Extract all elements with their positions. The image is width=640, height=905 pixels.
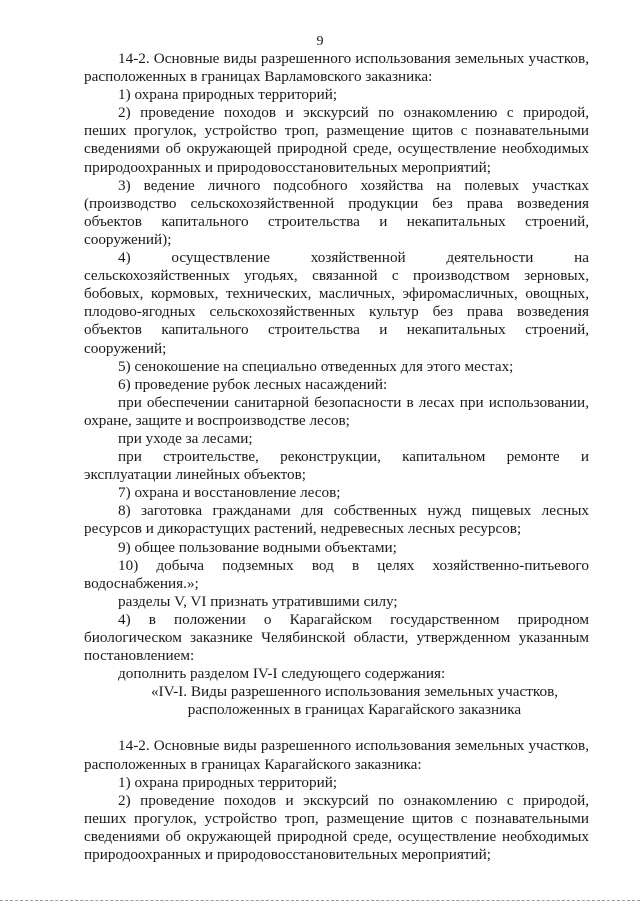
section1-item-1: 1) охрана природных территорий; [118,86,338,104]
section1-item-6: 6) проведение рубок лесных насаждений: [118,375,388,393]
section1-item-4: 4) осуществление хозяйственной деятельности на сельскохозяйственных угодьях, связанной с производством зерновых, бобовых, кормовых, технических, масличных, эфиромасличных, овощных, плодово-ягодных сельскохозяйственных культур без права возведения объектов капитального строительства и некапитальных строений, сооружений; [84,249,589,357]
section-heading-line1: «IV-I. Виды разрешенного использования земельных участков, [150,683,559,701]
spacer [84,719,589,737]
page-bottom-edge [0,900,640,902]
section2-item-2: 2) проведение походов и экскурсий по ознакомлению с природой, пеших прогулок, устройство троп, размещение щитов с познавательными сведениями об окружающей природной среде, осуществление необходимых природоохранных и природовосстановительных мероприятий; [84,791,589,864]
section1-item-2: 2) проведение походов и экскурсий по ознакомлению с природой, пеших прогулок, устройство троп, размещение щитов с познавательными сведениями об окружающей природной среде, осуществление необходимых природоохранных и природовосстановительных мероприятий; [84,104,589,176]
section1-subitem-sanitary: при обеспечении санитарной безопасности в лесах при использовании, охране, защите и воспроизводстве лесов; [84,393,589,429]
section2-intro: 14-2. Основные виды разрешенного использования земельных участков, расположенных в границах Карагайского заказника: [84,737,589,773]
supplement-clause: дополнить разделом IV-I следующего содержания: [118,665,446,683]
section1-item-7: 7) охрана и восстановление лесов; [118,484,341,502]
section2-item-1: 1) охрана природных территорий; [118,773,338,791]
section1-item-10: 10) добыча подземных вод в целях хозяйственно-питьевого водоснабжения.»; [84,556,589,592]
section1-subitem-care: при уходе за лесами; [118,429,253,447]
amendment-item-4: 4) в положении о Карагайском государственном природном биологическом заказнике Челябинской области, утвержденном указанным постановлением: [84,610,589,665]
page-number: 9 [316,34,324,49]
section1-item-3: 3) ведение личного подсобного хозяйства на полевых участках (производство сельскохозяйственной продукции без права возведения объектов капитального строительства и некапитальных строений, сооружений); [84,176,589,248]
document-body [84,50,589,864]
section1-intro: 14-2. Основные виды разрешенного использования земельных участков, расположенных в границах Варламовского заказника: [84,50,589,86]
section-heading-line2: расположенных в границах Карагайского заказника [187,701,522,719]
repeal-clause: разделы V, VI признать утратившими силу; [118,592,398,610]
section1-subitem-construction: при строительстве, реконструкции, капитальном ремонте и эксплуатации линейных объектов; [84,448,589,484]
section1-item-9: 9) общее пользование водными объектами; [118,538,397,556]
section1-item-5: 5) сенокошение на специально отведенных для этого местах; [118,357,514,375]
section1-item-8: 8) заготовка гражданами для собственных нужд пищевых лесных ресурсов и дикорастущих растений, недревесных лесных ресурсов; [84,502,589,538]
